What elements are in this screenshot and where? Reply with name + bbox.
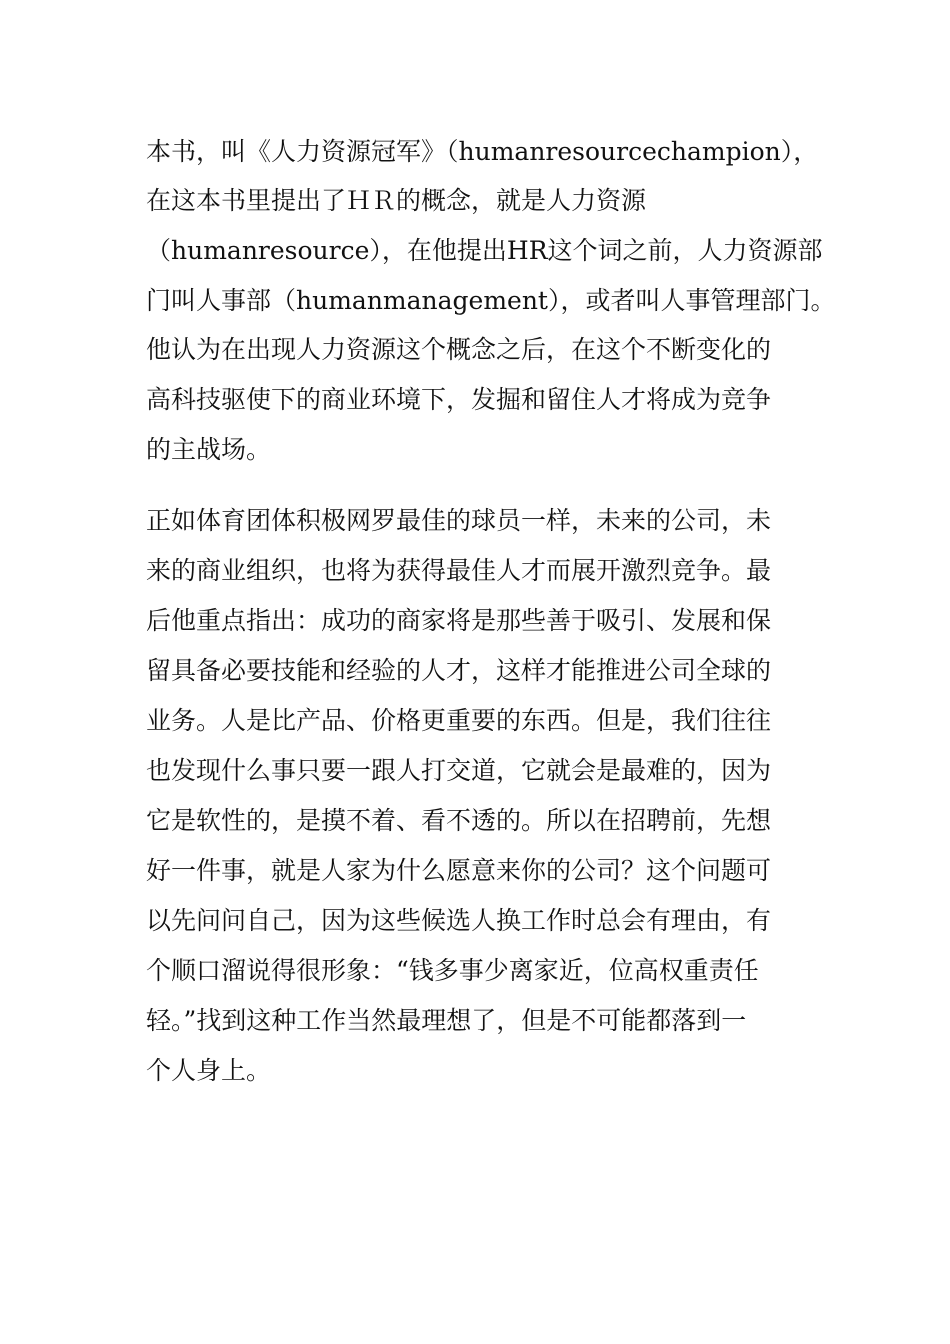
paragraph-2-line: 个人身上。	[146, 1056, 272, 1085]
paragraph-2-line: 后他重点指出：成功的商家将是那些善于吸引、发展和保	[146, 606, 772, 635]
paragraph-1-line: 他认为在出现人力资源这个概念之后，在这个不断变化的	[146, 335, 772, 364]
paragraph-2-line: 来的商业组织，也将为获得最佳人才而展开激烈竞争。最	[146, 556, 772, 585]
paragraph-2-line: 个顺口溜说得很形象：“钱多事少离家近，位高权重责任	[146, 956, 759, 985]
paragraph-1-line: 本书，叫《人力资源冠军》（humanresourcechampion），	[146, 137, 819, 166]
paragraph-1-line: 的主战场。	[146, 435, 272, 464]
paragraph-2-line: 以先问问自己，因为这些候选人换工作时总会有理由，有	[146, 906, 772, 935]
paragraph-1-line: 高科技驱使下的商业环境下，发掘和留住人才将成为竞争	[146, 385, 772, 414]
paragraph-2-line: 业务。人是比产品、价格更重要的东西。但是，我们往往	[146, 706, 772, 735]
paragraph-2-line: 留具备必要技能和经验的人才，这样才能推进公司全球的	[146, 656, 772, 685]
paragraph-2-line: 也发现什么事只要一跟人打交道，它就会是最难的，因为	[146, 756, 772, 785]
paragraph-2-line: 它是软性的，是摸不着、看不透的。所以在招聘前，先想	[146, 806, 772, 835]
paragraph-2-line: 轻。”找到这种工作当然最理想了，但是不可能都落到一	[146, 1006, 747, 1035]
paragraph-1-line: 门叫人事部（humanmanagement），或者叫人事管理部门。	[146, 286, 836, 315]
paragraph-2-line: 正如体育团体积极网罗最佳的球员一样，未来的公司，未	[146, 506, 772, 535]
paragraph-1-line: 在这本书里提出了ＨＲ的概念，就是人力资源	[146, 186, 647, 215]
paragraph-1-line: （humanresource），在他提出HR这个词之前，人力资源部	[146, 236, 823, 265]
paragraph-2-line: 好一件事，就是人家为什么愿意来你的公司？这个问题可	[146, 856, 772, 885]
